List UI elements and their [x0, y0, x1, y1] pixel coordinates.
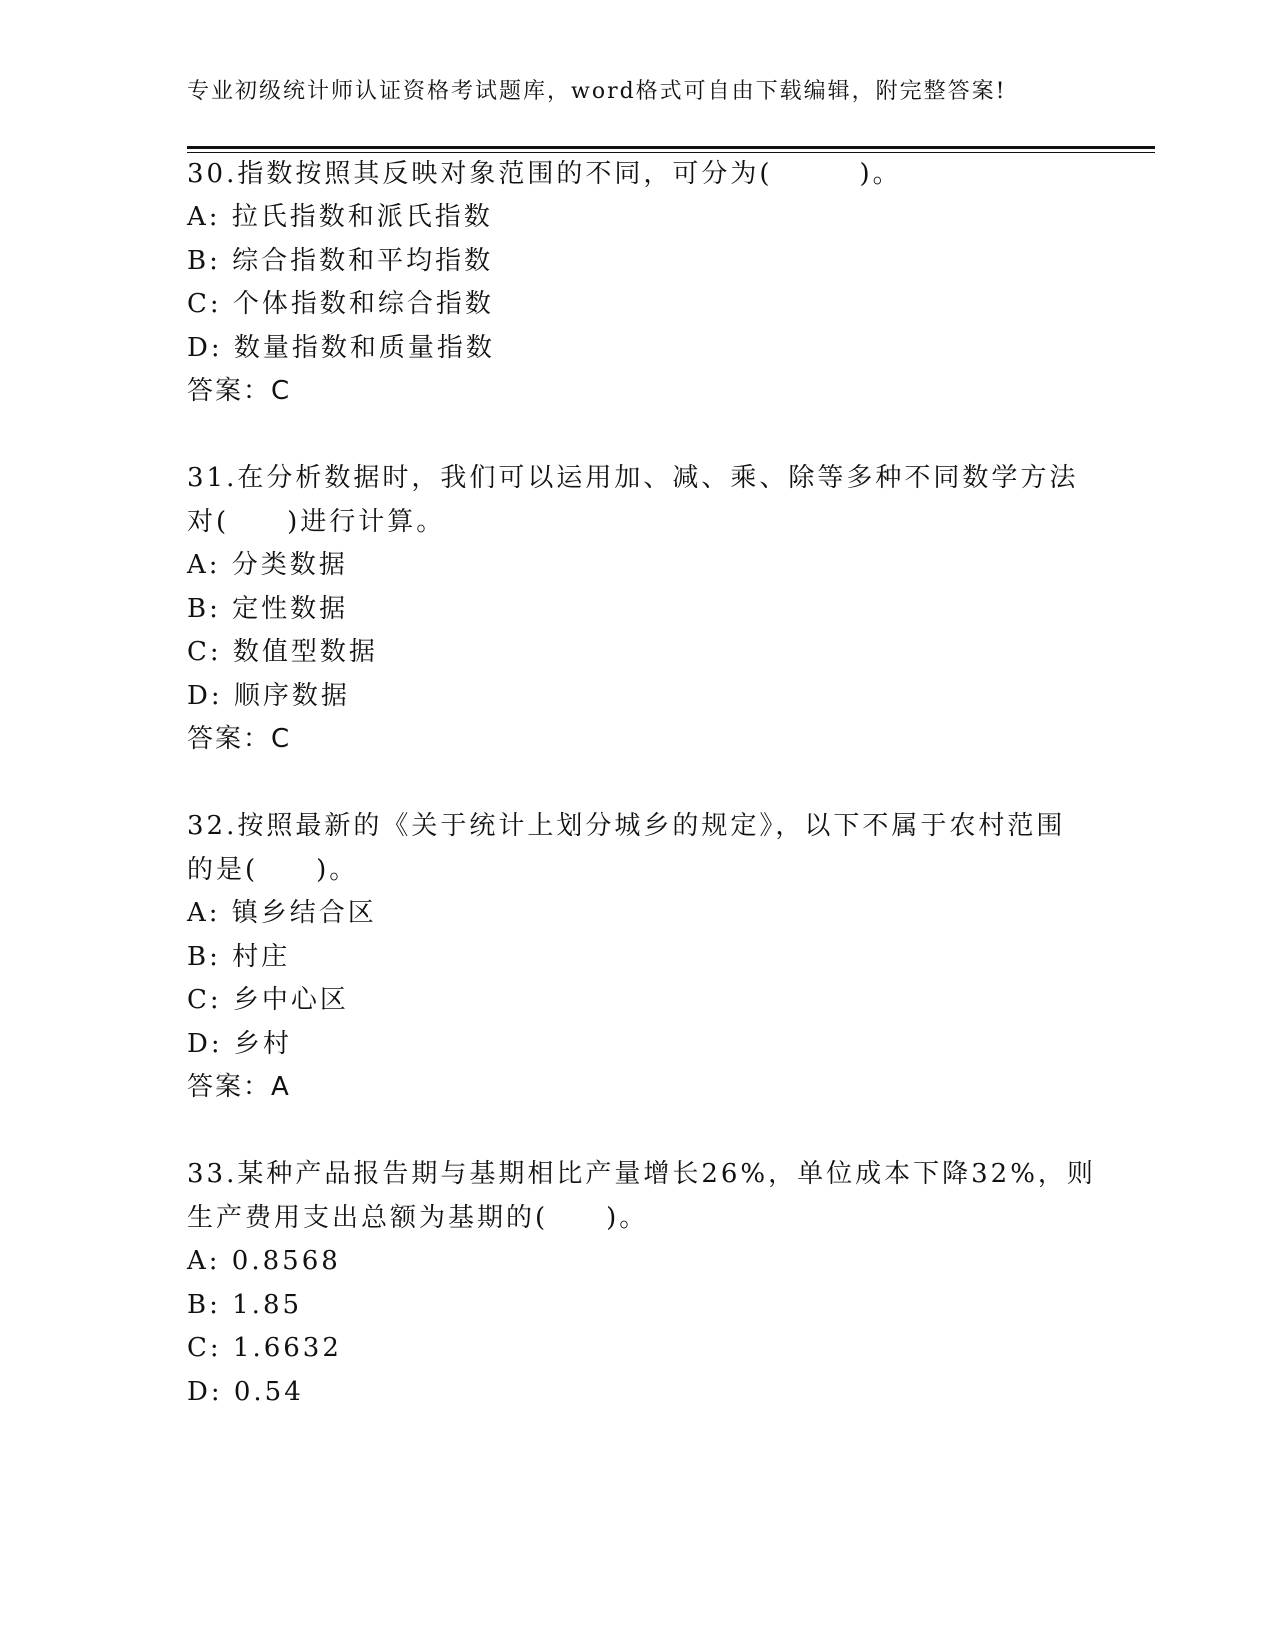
question-33-option-b: B: 1.85 — [187, 1290, 303, 1320]
question-30-option-b: B: 综合指数和平均指数 — [187, 246, 494, 276]
question-30-option-a: A: 拉氏指数和派氏指数 — [187, 202, 493, 232]
question-31-option-b: B: 定性数据 — [187, 594, 349, 624]
header-rule-thick — [187, 146, 1155, 149]
question-32-option-b: B: 村庄 — [187, 942, 291, 972]
question-30-stem-line-1: 30.指数按照其反映对象范围的不同，可分为( )。 — [187, 159, 902, 189]
question-33-stem-line-1: 33.某种产品报告期与基期相比产量增长26%，单位成本下降32%，则 — [187, 1159, 1096, 1189]
question-33-option-d: D: 0.54 — [187, 1377, 304, 1407]
page-header: 专业初级统计师认证资格考试题库，word格式可自由下载编辑，附完整答案! — [187, 79, 1007, 104]
question-32-option-a: A: 镇乡结合区 — [187, 898, 377, 928]
question-31-answer: 答案：C — [187, 724, 292, 754]
question-33-option-c: C: 1.6632 — [187, 1333, 342, 1363]
question-32-option-c: C: 乡中心区 — [187, 985, 349, 1015]
question-32-stem-line-2: 的是( )。 — [187, 855, 359, 885]
question-30-answer: 答案：C — [187, 376, 292, 406]
question-31-stem-line-2: 对( )进行计算。 — [187, 507, 446, 537]
question-31-option-d: D: 顺序数据 — [187, 681, 350, 711]
question-32-option-d: D: 乡村 — [187, 1029, 292, 1059]
question-33-option-a: A: 0.8568 — [187, 1246, 341, 1276]
question-32-stem-line-1: 32.按照最新的《关于统计上划分城乡的规定》，以下不属于农村范围 — [187, 811, 1066, 841]
question-30-option-c: C: 个体指数和综合指数 — [187, 289, 494, 319]
question-31-option-c: C: 数值型数据 — [187, 637, 378, 667]
header-rule-thin — [187, 152, 1155, 153]
question-31-option-a: A: 分类数据 — [187, 550, 348, 580]
question-33-stem-line-2: 生产费用支出总额为基期的( )。 — [187, 1203, 649, 1233]
question-32-answer: 答案：A — [187, 1072, 291, 1102]
question-31-stem-line-1: 31.在分析数据时，我们可以运用加、减、乘、除等多种不同数学方法 — [187, 463, 1079, 493]
question-30-option-d: D: 数量指数和质量指数 — [187, 333, 495, 363]
